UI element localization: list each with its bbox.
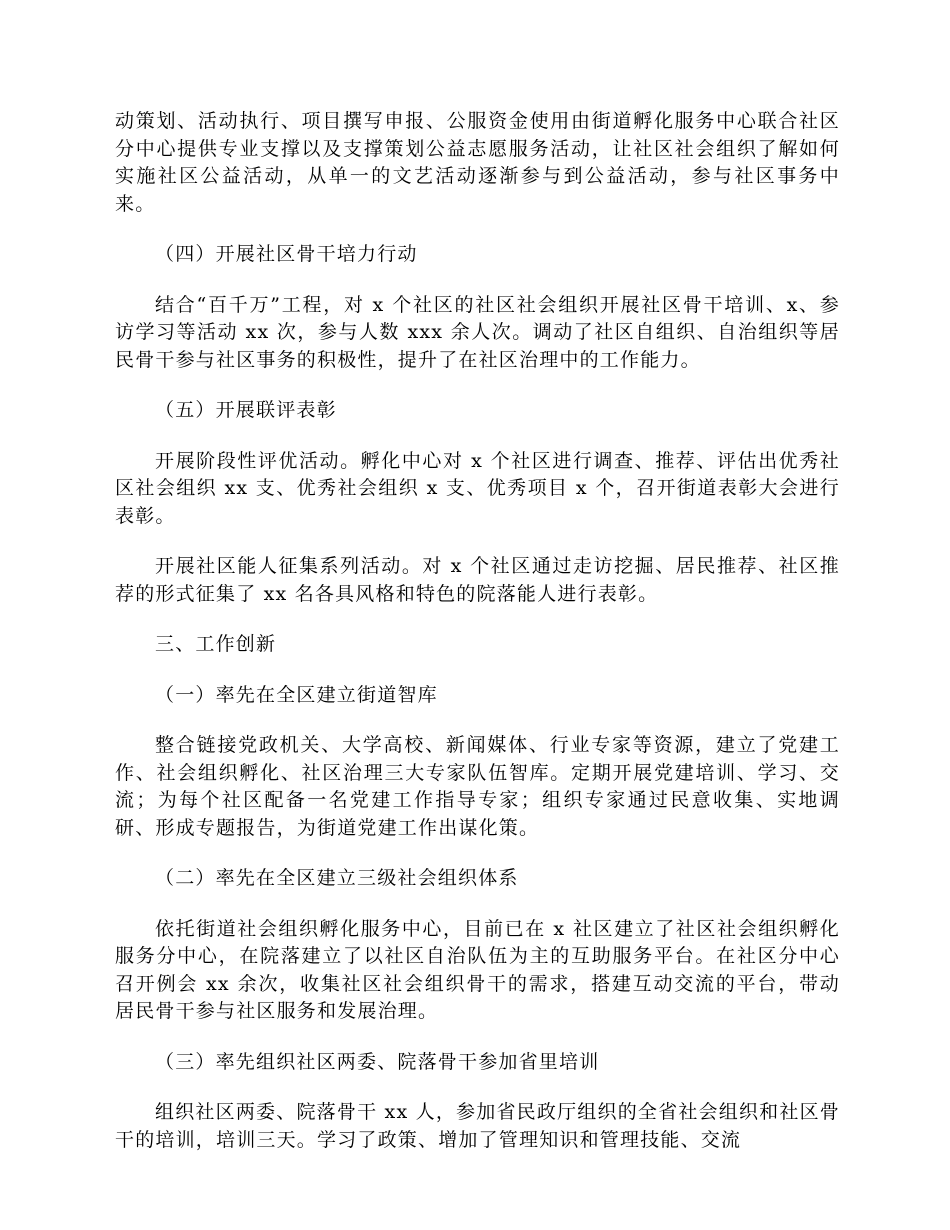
- paragraph-talent: 开展社区能人征集系列活动。对 x 个社区通过走访挖掘、居民推荐、社区推荐的形式征集了 xx 名各具风格和特色的院落能人进行表彰。: [115, 555, 840, 605]
- heading-part-3: 三、工作创新: [155, 633, 277, 655]
- paragraph-three-level: 依托街道社会组织孵化服务中心，目前已在 x 社区建立了社区社会组织孵化服务分中心，在院落建立了以社区自治队伍为主的互助服务平台。在社区分中心召开例会 xx 余次，收集社区社会组织骨干的需求，搭建互动交流的平台，带动居民骨干参与社区服务和发展治理。: [115, 917, 840, 1022]
- document-page: [115, 108, 840, 1154]
- heading-innovation-2: （二）率先在全区建立三级社会组织体系: [155, 867, 519, 889]
- paragraph-training: 结合“百千万”工程，对 x 个社区的社区社会组织开展社区骨干培训、x、参访学习等活动 xx 次，参与人数 xxx 余人次。调动了社区自组织、自治组织等居民骨干参与社区事务的积极性，提升了在社区治理中的工作能力。: [115, 293, 840, 371]
- heading-innovation-3: （三）率先组织社区两委、院落骨干参加省里培训: [155, 1050, 600, 1073]
- heading-section-4: （四）开展社区骨干培力行动: [155, 243, 418, 265]
- paragraph-think-tank: 整合链接党政机关、大学高校、新闻媒体、行业专家等资源，建立了党建工作、社会组织孵化、社区治理三大专家队伍智库。定期开展党建培训、学习、交流；为每个社区配备一名党建工作指导专家；组织专家通过民意收集、实地调研、形成专题报告，为街道党建工作出谋化策。: [115, 734, 840, 839]
- heading-section-5: （五）开展联评表彰: [155, 399, 337, 421]
- paragraph-provincial-training: 组织社区两委、院落骨干 xx 人，参加省民政厅组织的全省社会组织和社区骨干的培训，培训三天。学习了政策、增加了管理知识和管理技能、交流: [115, 1101, 840, 1151]
- paragraph-evaluation: 开展阶段性评优活动。孵化中心对 x 个社区进行调查、推荐、评估出优秀社区社会组织 xx 支、优秀社会组织 x 支、优秀项目 x 个，召开街道表彰大会进行表彰。: [115, 449, 840, 527]
- paragraph-continued: 动策划、活动执行、项目撰写申报、公服资金使用由街道孵化服务中心联合社区分中心提供专业支撑以及支撑策划公益志愿服务活动，让社区社会组织了解如何实施社区公益活动，从单一的文艺活动逐渐参与到公益活动，参与社区事务中来。: [115, 110, 840, 215]
- heading-innovation-1: （一）率先在全区建立街道智库: [155, 683, 438, 706]
